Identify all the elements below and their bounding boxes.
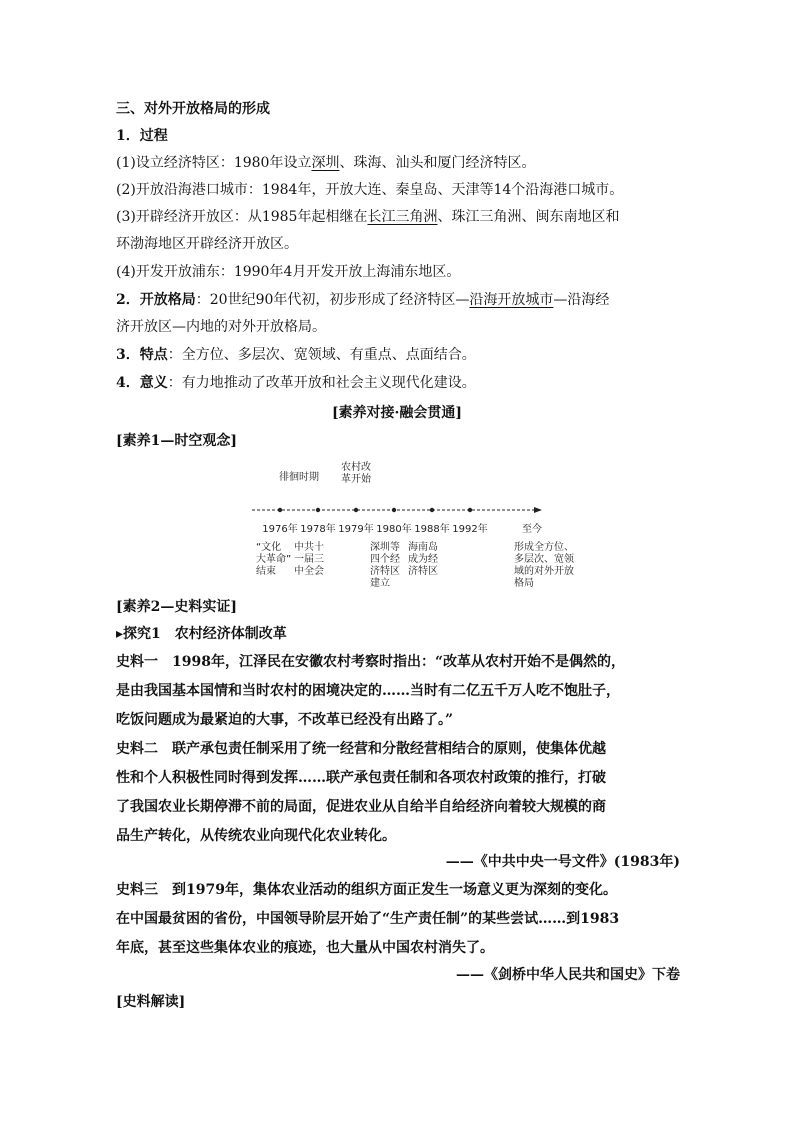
material-2-line-3: 了我国农业长期停滞不前的局面，促进农业从自给半自给经济向着较大规模的商 xyxy=(116,799,606,815)
timeline-event-label: 成为经 xyxy=(408,554,438,565)
timeline-event-label: 济特区 xyxy=(370,566,400,577)
material-3-line-2: 在中国最贫困的省份，中国领导阶层开始了“生产责任制”的某些尝试……到1983 xyxy=(116,911,620,927)
timeline-year-label: 1980年 xyxy=(376,524,412,535)
timeline-period-label: 农村改 xyxy=(341,462,371,473)
process-heading: 1．过程 xyxy=(116,128,168,144)
timeline-point xyxy=(354,508,358,512)
material-1-line-2: 是由我国基本国情和当时农村的困境决定的……当时有二亿五千万人吃不饱肚子， xyxy=(116,683,620,699)
process-item-2: (2)开放沿海港口城市：1984年，开放大连、秦皇岛、天津等14个沿海港口城市。 xyxy=(116,182,624,198)
timeline-point xyxy=(278,508,282,512)
timeline-point xyxy=(468,508,472,512)
process-item-4: (4)开发开放浦东：1990年4月开发开放上海浦东地区。 xyxy=(116,264,461,280)
significance: 4．意义：有力地推动了改革开放和社会主义现代化建设。 xyxy=(116,375,476,391)
explore-heading: ▸探究1 农村经济体制改革 xyxy=(116,626,287,642)
timeline-year-label: 1976年 xyxy=(262,524,298,535)
features: 3．特点：全方位、多层次、宽领域、有重点、点面结合。 xyxy=(116,347,476,363)
open-pattern: 2．开放格局：20世纪90年代初，初步形成了经济特区—沿海开放城市—沿海经 xyxy=(116,292,610,308)
timeline-event-label: 大革命” xyxy=(256,554,292,565)
timeline-arrow-icon xyxy=(534,507,542,513)
section-title: 三、对外开放格局的形成 xyxy=(116,101,270,117)
timeline-event-label: 中全会 xyxy=(294,566,324,577)
timeline-year-label: 1992年 xyxy=(452,524,488,535)
timeline-event-label: 一届三 xyxy=(294,554,324,565)
timeline-event-label: 中共十 xyxy=(294,542,324,553)
timeline-event-label: 多层次、宽领 xyxy=(514,554,574,565)
open-pattern-cont: 济开放区—内地的对外开放格局。 xyxy=(116,319,326,335)
timeline-event-label: 形成全方位、 xyxy=(514,542,574,553)
material-2-line-4: 品生产转化，从传统农业向现代化农业转化。 xyxy=(116,828,396,844)
timeline-point xyxy=(392,508,396,512)
timeline-event-label: 格局 xyxy=(514,578,534,589)
process-item-3: (3)开辟经济开放区：从1985年起相继在长江三角洲、珠江三角洲、闽东南地区和 xyxy=(116,209,620,225)
literacy-heading: [素养对接·融会贯通] xyxy=(331,405,463,421)
timeline-event-label: 结束 xyxy=(256,566,276,577)
timeline-year-label: 1979年 xyxy=(338,524,374,535)
material-2-line-1: 史料二 联产承包责任制采用了统一经营和分散经营相结合的原则，使集体优越 xyxy=(116,741,606,757)
material-1-line-3: 吃饭问题成为最紧迫的大事，不改革已经没有出路了。” xyxy=(116,712,454,728)
material-2-line-2: 性和个人积极性同时得到发挥……联产承包责任制和各项农村政策的推行，打破 xyxy=(116,770,606,786)
material-3-source: ——《剑桥中华人民共和国史》下卷 xyxy=(456,967,680,983)
material-1-line-1: 史料一 1998年，江泽民在安徽农村考察时指出：“改革从农村开始不是偶然的， xyxy=(116,654,626,670)
process-item-1: (1)设立经济特区：1980年设立深圳、珠海、汕头和厦门经济特区。 xyxy=(116,155,536,171)
timeline-event-label: 建立 xyxy=(370,578,390,589)
timeline-event-label: “文化 xyxy=(256,542,282,553)
timeline-event-label: 济特区 xyxy=(408,566,438,577)
timeline-point xyxy=(430,508,434,512)
timeline-year-label: 1978年 xyxy=(300,524,336,535)
material-2-source: ——《中共中央一号文件》(1983年) xyxy=(445,854,680,870)
timeline-event-label: 深圳等 xyxy=(370,542,400,553)
literacy-2-heading: [素养2—史料实证] xyxy=(116,599,237,615)
timeline-event-label: 四个经 xyxy=(370,554,400,565)
timeline-period-label: 革开始 xyxy=(341,474,371,485)
literacy-1-heading: [素养1—时空观念] xyxy=(116,433,237,449)
timeline-event-label: 海南岛 xyxy=(408,542,438,553)
timeline-year-label: 1988年 xyxy=(414,524,450,535)
process-item-3-cont: 环渤海地区开辟经济开放区。 xyxy=(116,236,298,252)
timeline-diagram xyxy=(246,458,574,589)
timeline-period-label: 徘徊时期 xyxy=(279,472,319,483)
timeline-event-label: 域的对外开放 xyxy=(514,566,574,577)
timeline-year-label: 至今 xyxy=(522,524,542,535)
material-reading-heading: [史料解读] xyxy=(116,994,186,1010)
material-3-line-3: 年底，甚至这些集体农业的痕迹，也大量从中国农村消失了。 xyxy=(116,940,494,956)
material-3-line-1: 史料三 到1979年，集体农业活动的组织方面正发生一场意义更为深刻的变化。 xyxy=(116,882,617,898)
timeline-point xyxy=(316,508,320,512)
